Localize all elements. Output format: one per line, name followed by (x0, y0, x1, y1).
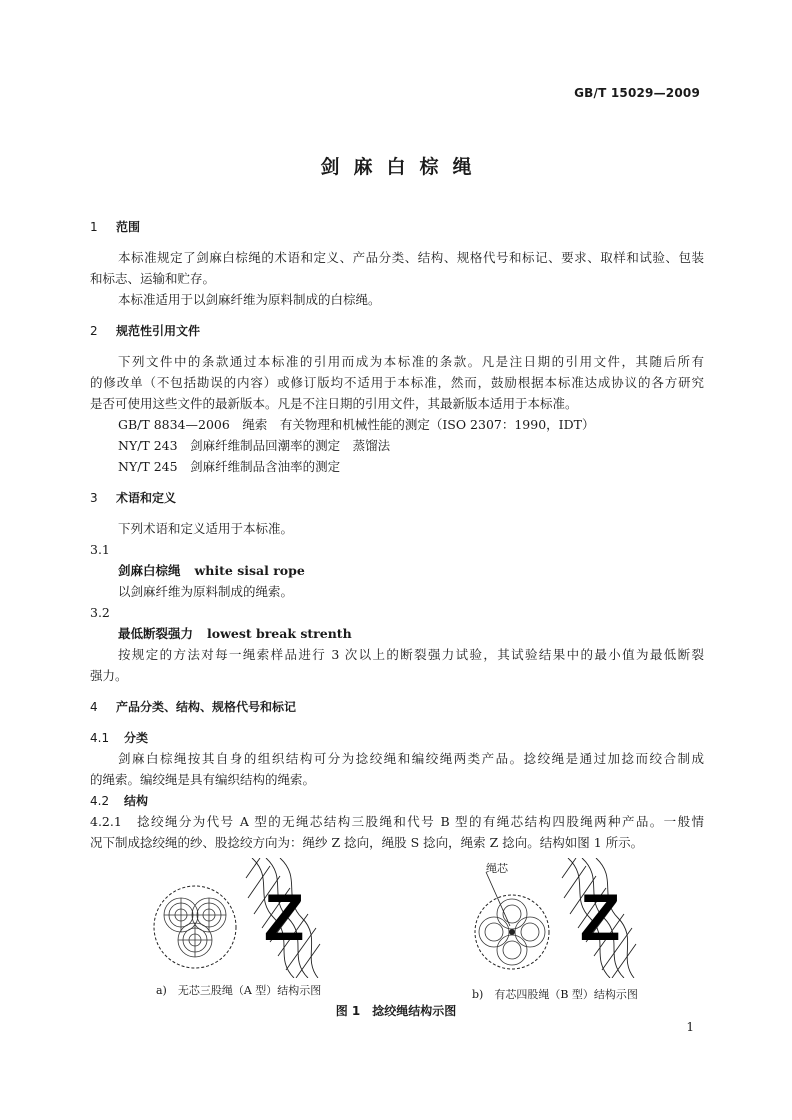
figure-title: 图 1 捻绞绳结构示图 (335, 1004, 457, 1018)
section-3-heading (90, 490, 176, 506)
paragraph-line: 下列术语和定义适用于本标准。 (118, 521, 294, 536)
section-1-heading (90, 219, 140, 235)
reference-item: NY/T 243 剑麻纤维制品回潮率的测定 蒸馏法 (118, 438, 391, 453)
term-number: 3.1 (90, 542, 110, 557)
section-2-heading (90, 323, 200, 339)
term-definition: 按规定的方法对每一绳索样品进行 3 次以上的断裂强力试验，其试验结果中的最小值为最低断裂 (118, 647, 704, 662)
three-strand-cross-section-figure (150, 882, 240, 972)
section-title: 范围 (116, 220, 141, 234)
section-title: 结构 (124, 794, 149, 808)
section-4-heading (90, 699, 296, 715)
term-number: 3.2 (90, 605, 110, 620)
section-number: 4 (90, 700, 98, 714)
clause-number: 4.2.1 (90, 814, 122, 829)
four-strand-cross-section-figure (472, 868, 552, 978)
reference-item: GB/T 8834—2006 绳索 有关物理和机械性能的测定（ISO 2307：1990，IDT） (118, 417, 595, 432)
twisted-rope-b-figure (560, 858, 638, 978)
term-english: lowest break strenth (207, 626, 352, 641)
twisted-rope-a-figure (244, 858, 322, 978)
figure-caption-b: b) 有芯四股绳（B 型）结构示图 (472, 988, 638, 1001)
figure-caption-a: a) 无芯三股绳（A 型）结构示图 (156, 984, 322, 997)
paragraph-line: 是否可使用这些文件的最新版本。凡是不注日期的引用文件，其最新版本适用于本标准。 (90, 396, 578, 411)
section-4-2-heading (90, 793, 148, 809)
core-label: 绳芯 (486, 862, 508, 875)
twist-direction-letter: Z (263, 880, 305, 954)
paragraph-line: 况下制成捻绞绳的纱、股捻绞方向为：绳纱 Z 捻向，绳股 S 捻向，绳索 Z 捻向。结构如图 1 所示。 (90, 835, 644, 850)
term-entry (118, 626, 352, 642)
term-definition: 以剑麻纤维为原料制成的绳索。 (118, 584, 294, 599)
term-chinese: 最低断裂强力 (118, 626, 194, 641)
page-number: 1 (686, 1020, 694, 1034)
paragraph-line: 4.2.1 捻绞绳分为代号 A 型的无绳芯结构三股绳和代号 B 型的有绳芯结构四股绳两种产品。一般情 (90, 814, 704, 829)
paragraph-line: 剑麻白棕绳按其自身的组织结构可分为捻绞绳和编绞绳两类产品。捻绞绳是通过加捻而绞合制成 (118, 751, 704, 766)
section-number: 4.2 (90, 794, 110, 808)
section-number: 4.1 (90, 731, 110, 745)
term-english: white sisal rope (194, 563, 305, 578)
paragraph-line: 本标准适用于以剑麻纤维为原料制成的白棕绳。 (118, 292, 381, 307)
section-number: 1 (90, 220, 98, 234)
term-chinese: 剑麻白棕绳 (118, 563, 181, 578)
section-title: 规范性引用文件 (116, 324, 201, 338)
term-definition: 强力。 (90, 668, 128, 683)
section-number: 2 (90, 324, 98, 338)
paragraph-line: 下列文件中的条款通过本标准的引用而成为本标准的条款。凡是注日期的引用文件，其随后所有 (118, 354, 704, 369)
reference-item: NY/T 245 剑麻纤维制品含油率的测定 (118, 459, 341, 474)
section-4-1-heading (90, 730, 148, 746)
standard-code: GB/T 15029—2009 (574, 86, 700, 100)
document-title: 剑麻白棕绳 (320, 156, 486, 178)
paragraph-line: 本标准规定了剑麻白棕绳的术语和定义、产品分类、结构、规格代号和标记、要求、取样和试验、包装 (118, 250, 704, 265)
section-title: 分类 (124, 731, 149, 745)
section-title: 产品分类、结构、规格代号和标记 (116, 700, 297, 714)
paragraph-line: 和标志、运输和贮存。 (90, 271, 216, 286)
twist-direction-letter: Z (579, 880, 621, 954)
section-number: 3 (90, 491, 98, 505)
paragraph-line: 的绳索。编绞绳是具有编织结构的绳索。 (90, 772, 316, 787)
section-title: 术语和定义 (116, 491, 177, 505)
term-entry (118, 563, 305, 579)
paragraph-line: 的修改单（不包括勘误的内容）或修订版均不适用于本标准，然而，鼓励根据本标准达成协议的各方研究 (90, 375, 704, 390)
